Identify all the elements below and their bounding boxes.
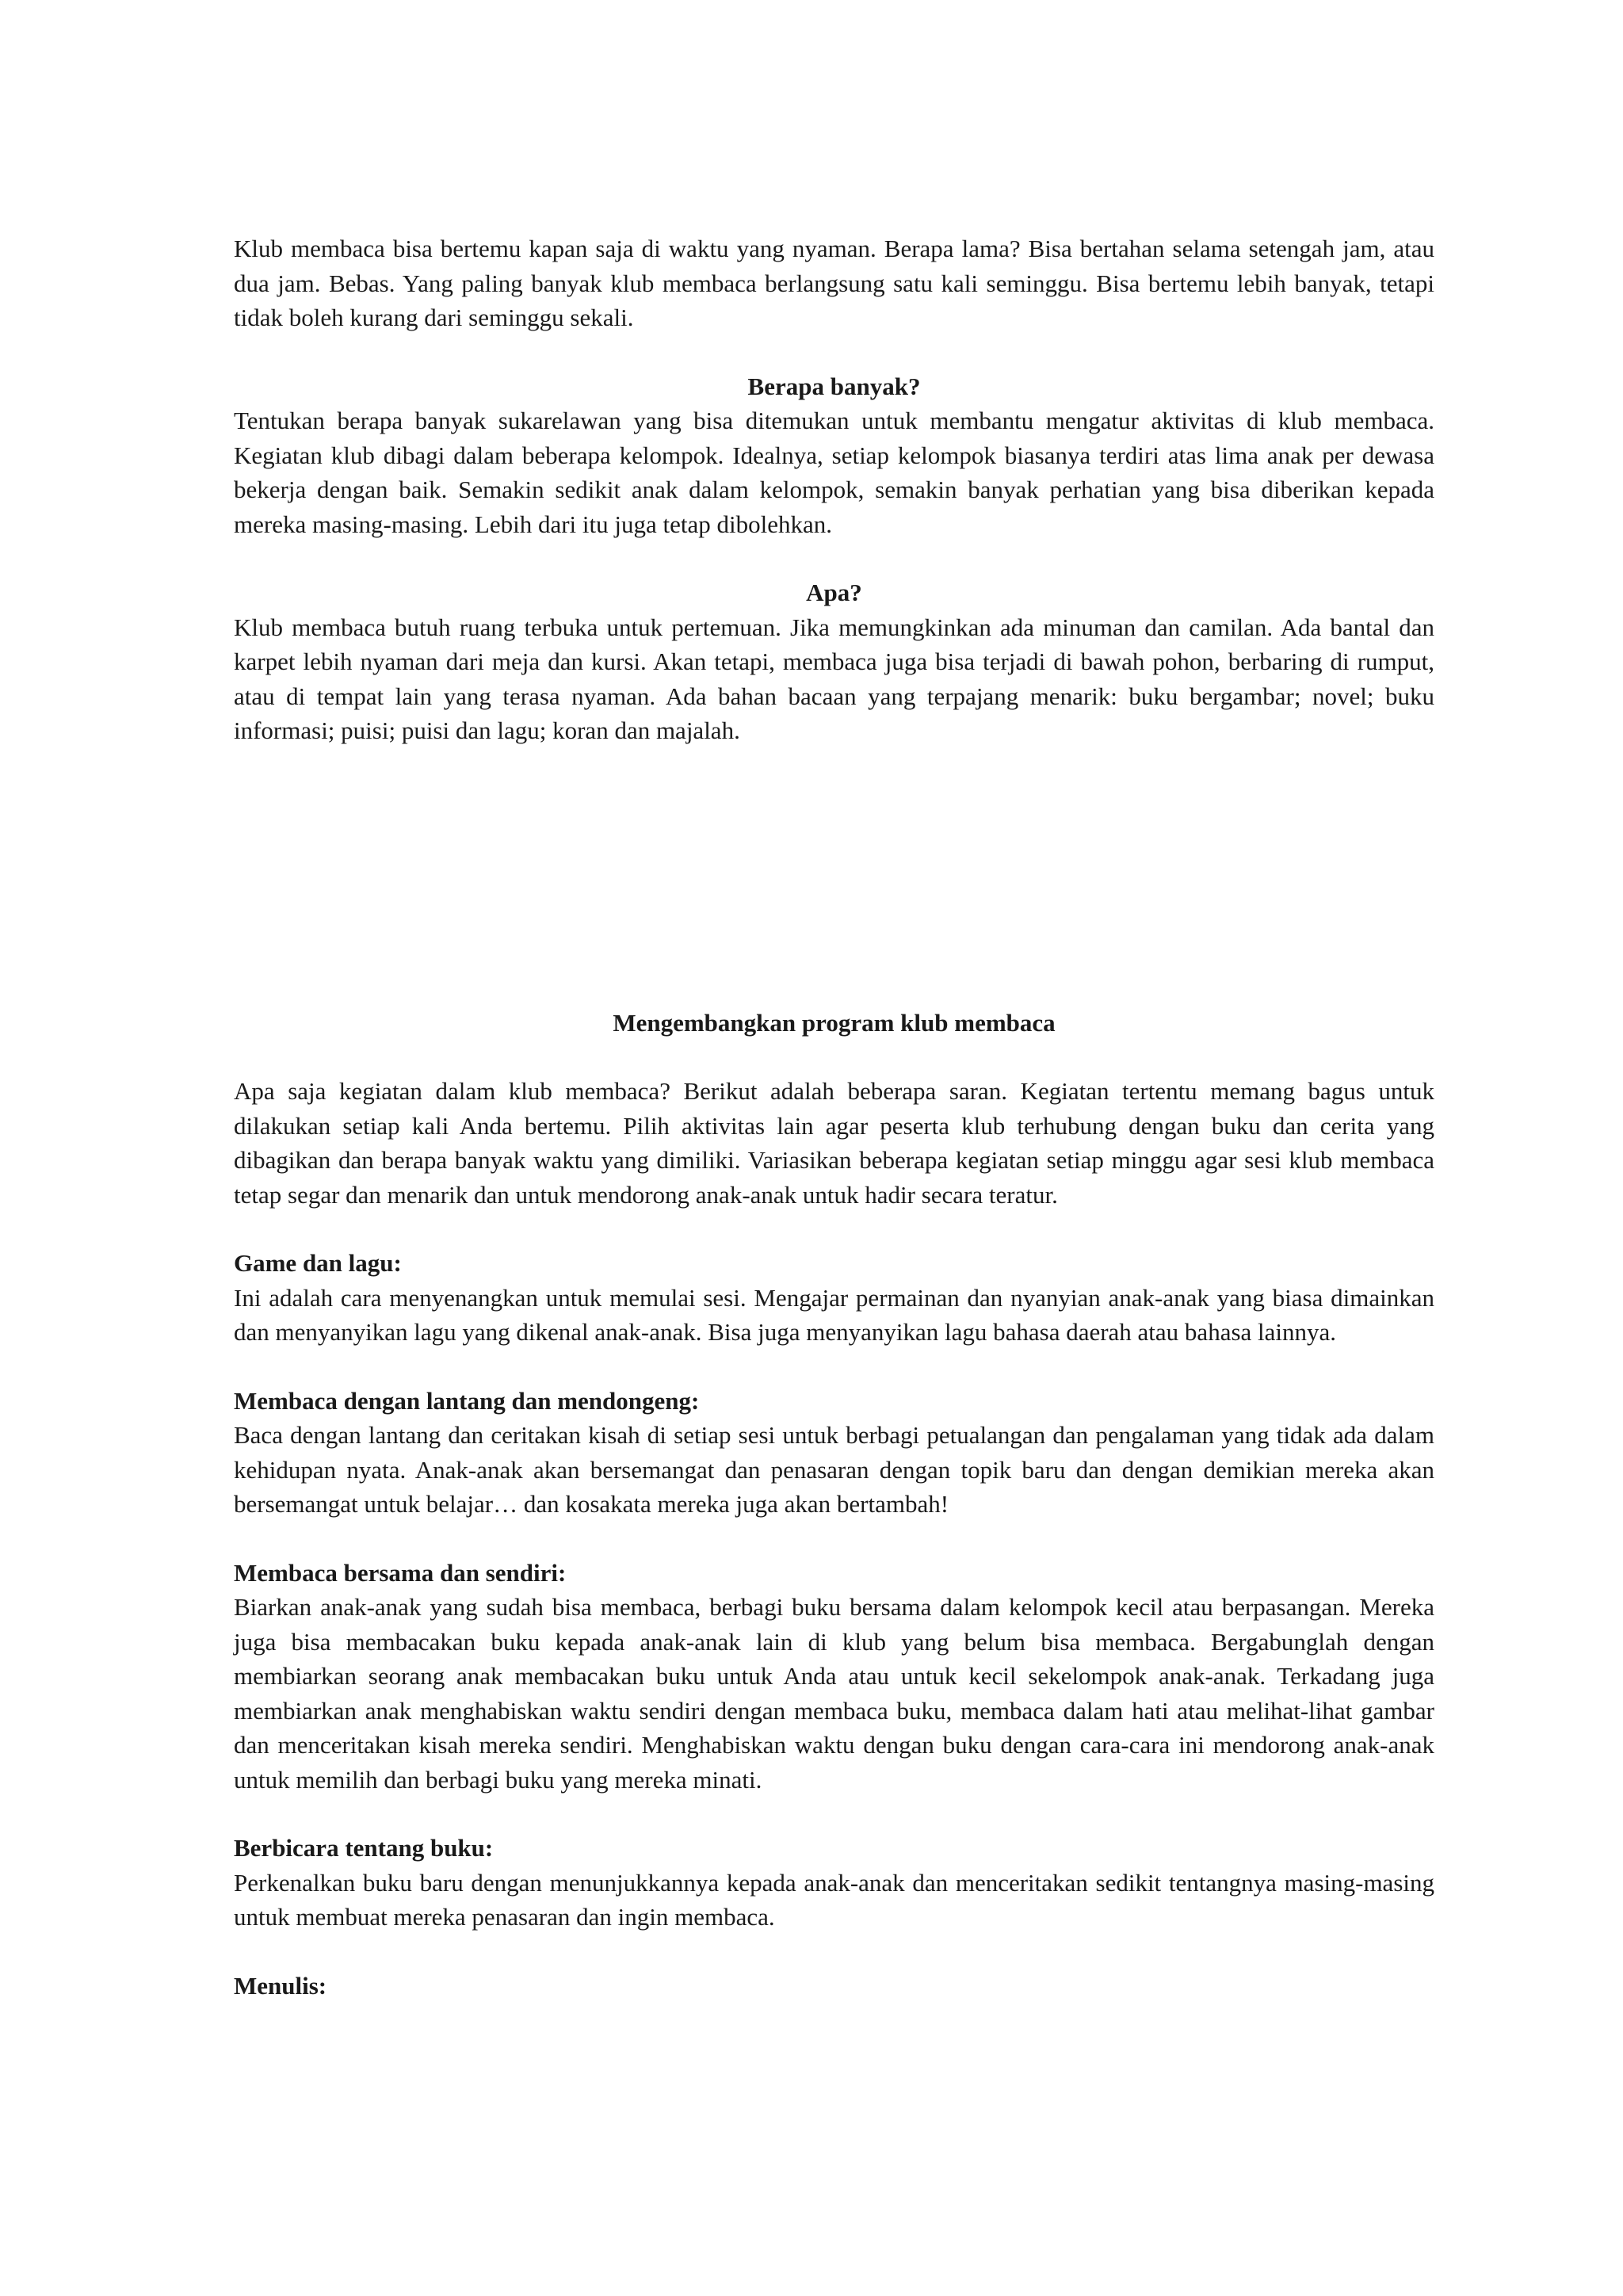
paragraph-apa: Klub membaca butuh ruang terbuka untuk pertemuan. Jika memungkinkan ada minuman dan camilan. Ada bantal dan karpet lebih nyaman dari meja dan kursi. Akan tetapi, membaca juga bisa terjadi di bawah pohon, berbaring di rumput, atau di tempat lain yang terasa nyaman. Ada bahan bacaan yang terpajang menarik: buku bergambar; novel; buku informasi; puisi; puisi dan lagu; koran dan majalah.	[234, 613, 1434, 744]
subhead-berbicara-buku: Berbicara tentang buku:	[234, 1834, 494, 1862]
paragraph-berbicara-buku: Perkenalkan buku baru dengan menunjukkannya kepada anak-anak dan menceritakan sedikit tentangnya masing-masing untuk membuat mereka penasaran dan ingin membaca.	[234, 1868, 1434, 1931]
heading-program: Mengembangkan program klub membaca	[613, 1008, 1056, 1037]
intro-paragraph: Klub membaca bisa bertemu kapan saja di waktu yang nyaman. Berapa lama? Bisa bertahan selama setengah jam, atau dua jam. Bebas. Yang paling banyak klub membaca berlangsung satu kali seminggu. Bisa bertemu lebih banyak, tetapi tidak boleh kurang dari seminggu sekali.	[234, 235, 1434, 331]
paragraph-berapa-banyak: Tentukan berapa banyak sukarelawan yang bisa ditemukan untuk membantu mengatur aktivitas di klub membaca. Kegiatan klub dibagi dalam beberapa kelompok. Idealnya, setiap kelompok biasanya terdiri atas lima anak per dewasa bekerja dengan baik. Semakin sedikit anak dalam kelompok, semakin banyak perhatian yang bisa diberikan kepada mereka masing-masing. Lebih dari itu juga tetap dibolehkan.	[234, 407, 1434, 538]
subhead-membaca-lantang: Membaca dengan lantang dan mendongeng:	[234, 1386, 700, 1415]
paragraph-game-dan-lagu: Ini adalah cara menyenangkan untuk memulai sesi. Mengajar permainan dan nyanyian anak-anak yang biasa dimainkan dan menyanyikan lagu yang dikenal anak-anak. Bisa juga menyanyikan lagu bahasa daerah atau bahasa lainnya.	[234, 1283, 1434, 1346]
heading-berapa-banyak: Berapa banyak?	[747, 372, 921, 400]
subhead-game-dan-lagu: Game dan lagu:	[234, 1249, 402, 1277]
subhead-menulis: Menulis:	[234, 1971, 327, 2000]
document-page	[234, 231, 1434, 2003]
heading-apa: Apa?	[806, 579, 862, 606]
paragraph-program-intro: Apa saja kegiatan dalam klub membaca? Berikut adalah beberapa saran. Kegiatan tertentu memang bagus untuk dilakukan setiap kali Anda bertemu. Pilih aktivitas lain agar peserta klub terhubung dengan buku dan cerita yang dibagikan dan berapa banyak waktu yang dimiliki. Variasikan beberapa kegiatan setiap minggu agar sesi klub membaca tetap segar dan menarik dan untuk mendorong anak-anak untuk hadir secara teratur.	[234, 1077, 1434, 1209]
paragraph-membaca-bersama: Biarkan anak-anak yang sudah bisa membaca, berbagi buku bersama dalam kelompok kecil atau berpasangan. Mereka juga bisa membacakan buku kepada anak-anak lain di klub yang belum bisa membaca. Bergabunglah dengan membiarkan seorang anak membacakan buku untuk Anda atau untuk kecil sekelompok anak-anak. Terkadang juga membiarkan anak menghabiskan waktu sendiri dengan membaca buku, membaca dalam hati atau melihat-lihat gambar dan menceritakan kisah mereka sendiri. Menghabiskan waktu dengan buku dengan cara-cara ini mendorong anak-anak untuk memilih dan berbagi buku yang mereka minati.	[234, 1593, 1434, 1794]
paragraph-membaca-lantang: Baca dengan lantang dan ceritakan kisah di setiap sesi untuk berbagi petualangan dan pengalaman yang tidak ada dalam kehidupan nyata. Anak-anak akan bersemangat dan penasaran dengan topik baru dan dengan demikian mereka akan bersemangat untuk belajar… dan kosakata mereka juga akan bertambah!	[234, 1421, 1434, 1518]
subhead-membaca-bersama: Membaca bersama dan sendiri:	[234, 1558, 567, 1587]
